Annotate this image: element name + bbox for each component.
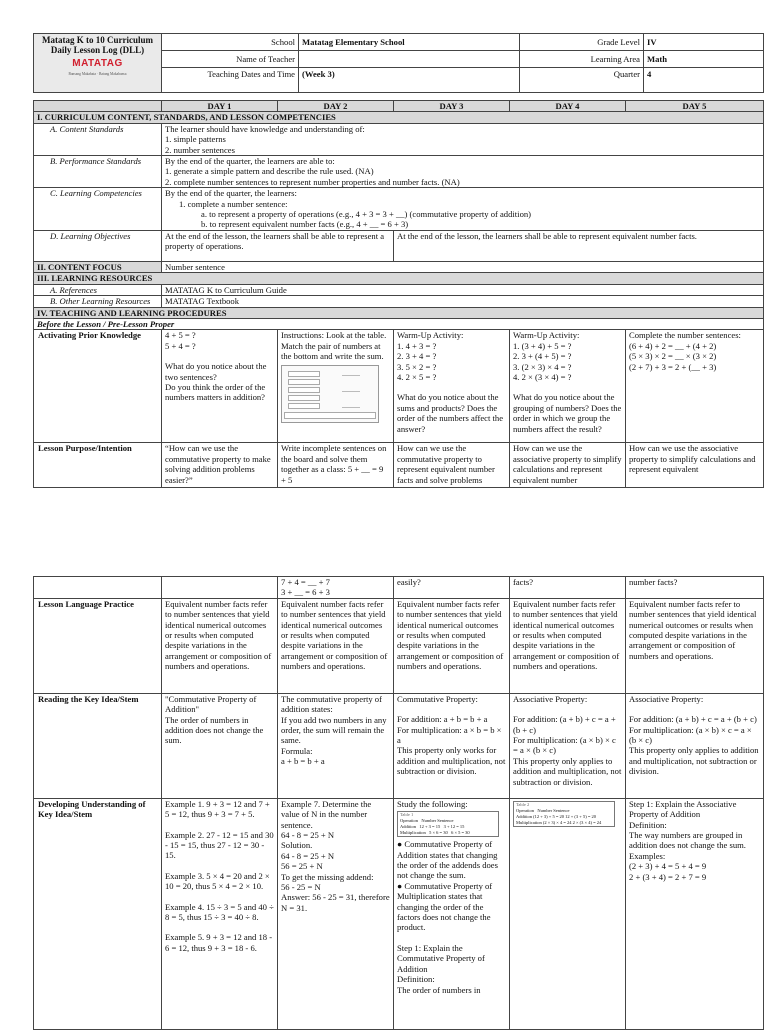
competency-line: a. to represent a property of operations (e.g., 4 + 3 = 3 + __) (commutative property of addition)	[201, 209, 532, 220]
text-line: Definition:	[629, 819, 667, 830]
text-line: Associative Property:	[513, 693, 588, 704]
header-table	[33, 33, 764, 93]
label-performance-standards	[34, 156, 162, 188]
text-line	[397, 382, 506, 392]
mini-table-cell: Multiplication	[516, 819, 542, 825]
text-line: Study the following:	[397, 798, 468, 809]
dates-value: (Week 3)	[299, 68, 520, 93]
area-label: Learning Area	[520, 51, 644, 68]
objectives-days-3-5: At the end of the lesson, the learners shall be able to represent equivalent number facts.	[394, 230, 764, 261]
text-line: Warm-Up Activity:	[397, 330, 464, 341]
mini-table-cell: Addition	[516, 813, 533, 819]
text-line: Definition:	[397, 974, 435, 985]
text-line: (6 + 4) + 2 = __ + (4 + 2)	[629, 340, 717, 351]
carry-label-empty	[34, 577, 162, 599]
text-line	[513, 382, 622, 392]
language-day1: Equivalent number facts refer to number sentences that yield identical numerical outcomes or results when computed despite variations in the arrangement or composition of numbers and operations.	[162, 598, 278, 693]
reading-day3	[394, 693, 510, 798]
mini-row	[288, 371, 320, 377]
mini-row	[288, 395, 320, 401]
text-line: This property only works for addition and multiplication, not subtraction or division.	[397, 745, 506, 777]
carry-day5: number facts?	[626, 577, 764, 599]
label-competencies-text: C. Learning Competencies	[50, 188, 142, 199]
text-line: 7 + 4 = __ + 7	[281, 577, 330, 587]
text-line: For addition: (a + b) + c = a + (b + c)	[629, 714, 757, 725]
mini-table-row	[514, 820, 614, 826]
mini-row	[288, 387, 320, 393]
mini-line	[342, 407, 360, 408]
mini-table-cell: 5 × 6 = 30	[429, 830, 448, 836]
subsection-before-lesson: Before the Lesson / Pre-Lesson Proper	[34, 318, 764, 329]
text-line: The order of numbers in addition does not change the sum.	[165, 714, 264, 746]
text-line: The order of numbers in	[397, 984, 481, 995]
text-line	[513, 704, 622, 714]
mini-row	[288, 379, 320, 385]
text-line: The way numbers are grouped in addition does not change the sum.	[629, 830, 746, 851]
mini-table-cell: 12 + (3 + 5) = 20	[565, 813, 597, 819]
carry-day4: facts?	[510, 577, 626, 599]
text-line: For addition: (a + b) + c = a + (b + c)	[513, 714, 616, 735]
text-line: 5 + 4 = ?	[165, 340, 196, 351]
section-learning-resources: III. LEARNING RESOURCES	[34, 273, 764, 284]
perf-std-line: By the end of the quarter, the learners are able to:	[165, 156, 335, 167]
developing-day1	[162, 798, 278, 1029]
language-day3: Equivalent number facts refer to number sentences that yield identical numerical outcomes or results when computed despite variations in the arrangement or composition of numbers and operations.	[394, 598, 510, 693]
text-line: Examples:	[629, 850, 666, 861]
text-line: 3. (2 × 3) × 4 = ?	[513, 361, 572, 372]
text-line	[397, 933, 506, 943]
section-content-focus: II. CONTENT FOCUS	[34, 261, 162, 272]
mini-table-caption: Table 1	[400, 812, 414, 818]
associative-table-image	[513, 801, 615, 827]
text-line: This property only applies to addition and multiplication, not subtraction or division.	[629, 745, 759, 777]
language-day5: Equivalent number facts refer to number sentences that yield identical numerical outcomes or results when computed despite variations in the arrangement or composition of numbers and operations.	[626, 598, 764, 693]
dll-table-page2	[33, 576, 764, 1030]
reading-day4	[510, 693, 626, 798]
teacher-label: Name of Teacher	[162, 51, 299, 68]
activating-day1	[162, 330, 278, 443]
mini-table-cell: Addition	[400, 824, 417, 830]
text-line: Example 2. 27 - 12 = 15 and 30 - 15 = 15, thus 27 - 12 = 30 - 15.	[165, 829, 274, 861]
text-line: 4. 2 × (3 × 4) = ?	[513, 371, 572, 382]
competency-line: By the end of the quarter, the learners:	[165, 188, 297, 199]
text-line: 2. 3 + (4 + 5) = ?	[513, 351, 572, 362]
text-line: 4. 2 × 5 = ?	[397, 371, 437, 382]
developing-day5	[626, 798, 764, 1029]
developing-day3	[394, 798, 510, 1029]
text-line	[165, 820, 274, 830]
text-line: Solution.	[281, 840, 313, 851]
mini-line	[342, 375, 360, 376]
text-line: Formula:	[281, 745, 313, 756]
text-line: Example 7. Determine the value of N in the number sentence.	[281, 798, 372, 830]
purpose-day2: Write incomplete sentences on the board and solve them together as a class: 5 + __ = 9 + 5	[278, 443, 394, 488]
header-title-line1: Matatag K to 10 Curriculum	[42, 35, 153, 45]
text-line	[397, 704, 506, 714]
activating-day5	[626, 330, 764, 443]
day-header-3: DAY 3	[394, 101, 510, 112]
matatag-logo: MATATAG	[72, 57, 123, 69]
dates-label: Teaching Dates and Time	[162, 68, 299, 93]
label-lesson-language-practice: Lesson Language Practice	[34, 598, 162, 693]
day-header-row	[34, 101, 764, 112]
mini-table-cell: 12 + 3 = 15	[419, 824, 441, 830]
school-value: Matatag Elementary School	[299, 34, 520, 51]
label-other-resources	[34, 296, 162, 307]
day-header-2: DAY 2	[278, 101, 394, 112]
text-line	[629, 704, 760, 714]
text-line: Step 1: Explain the Associative Property of Addition	[629, 798, 737, 820]
objectives-days-1-2: At the end of the lesson, the learners shall be able to represent a property of operations.	[162, 230, 394, 261]
content-std-line: 2. number sentences	[165, 144, 235, 155]
text-line: 1. (3 + 4) + 5 = ?	[513, 340, 572, 351]
dll-table-page1	[33, 100, 764, 488]
mini-table-cell: Multiplication	[400, 830, 426, 836]
text-line: ● Commutative Property of Addition states that changing the order of the addends does not change the sum.	[397, 839, 498, 881]
mini-table-row	[398, 830, 498, 836]
carry-day3: easily?	[394, 577, 510, 599]
mini-line	[342, 391, 360, 392]
label-reading-key-idea: Reading the Key Idea/Stem	[34, 693, 162, 798]
purpose-day1: “How can we use the commutative property to make solving addition problems easier?”	[162, 443, 278, 488]
text-line: For multiplication: (a × b) × c = a × (b × c)	[629, 724, 752, 746]
mini-table-h1: Operation	[516, 807, 534, 813]
language-day2: Equivalent number facts refer to number sentences that yield identical numerical outcomes or results when computed despite variations in the arrangement or composition of numbers and operations.	[278, 598, 394, 693]
text-line: What do you notice about the grouping of numbers? Does the order in which we group the numbers affect the result?	[513, 392, 622, 434]
label-activating-prior-knowledge: Activating Prior Knowledge	[34, 330, 162, 443]
mini-table-h2: Number Sentence	[537, 807, 570, 813]
text-line: "Commutative Property of Addition"	[165, 693, 257, 715]
text-line: For multiplication: a × b = b × a	[397, 724, 502, 746]
day-header-5: DAY 5	[626, 101, 764, 112]
text-line: Example 3. 5 × 4 = 20 and 2 × 10 = 20, thus 5 × 4 = 2 × 10.	[165, 870, 270, 892]
mini-row	[288, 403, 320, 409]
learning-competencies	[162, 188, 764, 231]
text-line: What do you notice about the sums and products? Does the order of the numbers affect the answer?	[397, 392, 504, 434]
matching-table-image	[281, 365, 379, 423]
mini-table-cell: 6 × 5 = 30	[451, 830, 470, 836]
text-line	[165, 351, 274, 361]
label-lesson-purpose: Lesson Purpose/Intention	[34, 443, 162, 488]
perf-std-line: 1. generate a simple pattern and describe the rule used. (NA)	[165, 166, 374, 177]
mini-number-strip	[284, 412, 376, 419]
other-resources-value: MATATAG Textbook	[162, 296, 764, 307]
commutative-table-image	[397, 811, 499, 837]
text-line: To get the missing addend:	[281, 871, 374, 882]
purpose-day3: How can we use the commutative property to represent equivalent number facts and solve problems	[394, 443, 510, 488]
activating-day3	[394, 330, 510, 443]
label-content-standards: A. Content Standards	[34, 123, 162, 155]
label-developing-understanding: Developing Understanding of Key Idea/Stem	[34, 798, 162, 1029]
mini-table-caption: Table 2	[516, 801, 530, 807]
text-line: Commutative Property:	[397, 693, 478, 704]
label-learning-objectives: D. Learning Objectives	[34, 230, 162, 261]
carry-day1	[162, 577, 278, 599]
competency-line: b. to represent equivalent number facts (e.g., 4 + __ = 6 + 3)	[201, 219, 409, 230]
text-line: Instructions: Look at the table. Match the pair of numbers at the bottom and write the sum.	[281, 330, 387, 362]
reading-day5	[626, 693, 764, 798]
mini-table-cell: (12 + 3) + 5 = 20	[533, 813, 565, 819]
reading-day1	[162, 693, 278, 798]
text-line: 3. 5 × 2 = ?	[397, 361, 437, 372]
carry-day2	[278, 577, 394, 599]
school-label: School	[162, 34, 299, 51]
text-line	[165, 922, 274, 932]
label-references: A. References	[34, 284, 162, 295]
text-line: Answer: 56 - 25 = 31, therefore N = 31.	[281, 892, 390, 913]
header-title-line2: Daily Lesson Log (DLL)	[50, 45, 145, 56]
text-line: For addition: a + b = b + a	[397, 714, 488, 725]
performance-standards	[162, 156, 764, 188]
section-teaching-procedures: IV. TEACHING AND LEARNING PROCEDURES	[34, 307, 764, 318]
header-logo-cell	[34, 34, 162, 93]
perf-std-line: 2. complete number sentences to represent number properties and number facts. (NA)	[165, 176, 460, 187]
grade-label: Grade Level	[520, 34, 644, 51]
text-line: 4 + 5 = ?	[165, 330, 196, 341]
references-value: MATATAG K to Curriculum Guide	[162, 284, 764, 295]
text-line: Step 1: Explain the Commutative Property of Addition	[397, 942, 485, 974]
text-line: (2 + 3) + 4 = 5 + 4 = 9	[629, 861, 707, 872]
text-line: The commutative property of addition states:	[281, 693, 382, 715]
activating-day4	[510, 330, 626, 443]
label-other-res-text: B. Other Learning Resources	[50, 296, 151, 307]
label-performance-text: B. Performance Standards	[50, 156, 142, 167]
content-standards	[162, 123, 764, 155]
text-line: Example 4. 15 ÷ 3 = 5 and 40 ÷ 8 = 5, thus 15 ÷ 3 = 40 ÷ 8.	[165, 901, 274, 923]
quarter-value: 4	[644, 68, 764, 93]
text-line: ● Commutative Property of Multiplication states that changing the order of the factors does not change the product.	[397, 880, 493, 933]
text-line: Do you think the order of the numbers matters in addition?	[165, 381, 266, 403]
text-line: 64 - 8 = 25 + N	[281, 830, 335, 841]
content-std-line: 1. simple patterns	[165, 134, 226, 145]
day-header-1: DAY 1	[162, 101, 278, 112]
developing-day2	[278, 798, 394, 1029]
text-line	[165, 861, 274, 871]
mini-table-h1: Operation	[400, 818, 418, 824]
teacher-value	[299, 51, 520, 68]
content-focus-value: Number sentence	[162, 261, 764, 272]
text-line: If you add two numbers in any order, the sum will remain the same.	[281, 714, 387, 746]
developing-day4	[510, 798, 626, 1029]
text-line: 64 - 8 = 25 + N	[281, 850, 335, 861]
text-line: 2 + (3 + 4) = 2 + 7 = 9	[629, 871, 707, 882]
content-std-line: The learner should have knowledge and understanding of:	[165, 123, 365, 134]
text-line: What do you notice about the two sentences?	[165, 361, 267, 382]
text-line	[165, 892, 274, 902]
grade-value: IV	[644, 34, 764, 51]
text-line: a + b = b + a	[281, 756, 325, 767]
text-line: Example 1. 9 + 3 = 12 and 7 + 5 = 12, thus 9 + 3 = 7 + 5.	[165, 798, 270, 820]
text-line: Example 5. 9 + 3 = 12 and 18 - 6 = 12, thus 9 + 3 = 18 - 6.	[165, 932, 273, 953]
text-line: Associative Property:	[629, 693, 704, 704]
purpose-day4: How can we use the associative property to simplify calculations and represent equivalent number	[510, 443, 626, 488]
competency-line: 1. complete a number sentence:	[179, 198, 288, 209]
day-header-empty	[34, 101, 162, 112]
text-line: 56 - 25 = N	[281, 882, 321, 893]
text-line: 1. 4 + 3 = ?	[397, 340, 437, 351]
quarter-label: Quarter	[520, 68, 644, 93]
mini-table-cell: 3 + 12 = 15	[443, 824, 465, 830]
matatag-logo-tagline: Bansang Makabata · Batang Makabansa	[68, 72, 127, 77]
text-line: (2 + 7) + 3 = 2 + (__ + 3)	[629, 361, 717, 372]
mini-table-cell: (2 × 3) × 4 = 24	[542, 819, 572, 825]
text-line: 3 + __ = 6 + 3	[281, 587, 330, 598]
language-day4: Equivalent number facts refer to number sentences that yield identical numerical outcomes or results when computed despite variations in the arrangement or composition of numbers and operations.	[510, 598, 626, 693]
label-learning-competencies	[34, 188, 162, 231]
reading-day2	[278, 693, 394, 798]
text-line: This property only applies to addition and multiplication, not subtraction or division.	[513, 755, 622, 787]
text-line: Complete the number sentences:	[629, 330, 741, 341]
purpose-day5: How can we use the associative property to simplify calculations and represent equivalent	[626, 443, 764, 488]
day-header-4: DAY 4	[510, 101, 626, 112]
area-value: Math	[644, 51, 764, 68]
text-line: Warm-Up Activity:	[513, 330, 580, 341]
mini-table-cell: 2 × (3 × 4) = 24	[572, 819, 602, 825]
text-line: For multiplication: (a × b) × c = a × (b × c)	[513, 735, 616, 756]
mini-table-h2: Number Sentence	[421, 818, 454, 824]
text-line: (5 × 3) × 2 = __ × (3 × 2)	[629, 351, 717, 362]
section-curriculum: I. CURRICULUM CONTENT, STANDARDS, AND LESSON COMPETENCIES	[34, 112, 764, 123]
activating-day2	[278, 330, 394, 443]
text-line: 2. 3 + 4 = ?	[397, 351, 437, 362]
text-line: 56 = 25 + N	[281, 861, 323, 872]
